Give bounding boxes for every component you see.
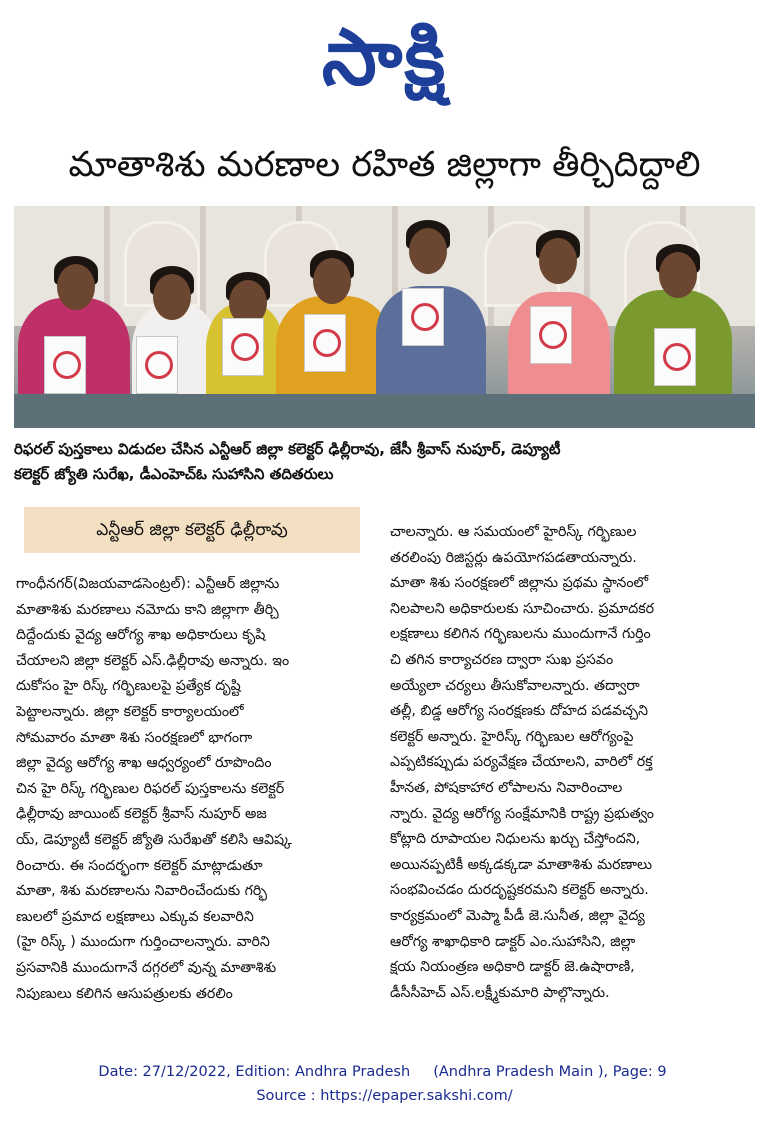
body-line: హీనత, పోషకాహార లోపాలను నివారించాల xyxy=(390,779,623,796)
body-line: మాతాశిశు మరణాలు నమోదు కాని జిల్లాగా తీర్చి xyxy=(16,601,279,618)
body-line: న్నారు. వైద్య ఆరోగ్య సంక్షేమానికి రాష్ట్ర ప్రభుత్వం xyxy=(390,805,654,822)
person-head xyxy=(57,264,95,310)
edition-info: Date: 27/12/2022, Edition: Andhra Pradesh (Andhra Pradesh Main ), Page: 9 xyxy=(98,1064,667,1080)
person-head xyxy=(409,228,447,274)
body-line: మాతా, శిశు మరణాలను నివారించేందుకు గర్భి xyxy=(16,883,267,900)
photo-caption xyxy=(14,437,755,487)
body-line: అయినప్పటికీ అక్కడక్కడా మాతాశిశు మరణాలు xyxy=(390,856,653,873)
body-line: చాలన్నారు. ఆ సమయంలో హైరిస్క్ గర్భిణుల xyxy=(390,524,637,540)
body-line: దిద్దేందుకు వైద్య ఆరోగ్య శాఖ అధికారులు కృషి xyxy=(16,627,266,644)
body-line: తల్లీ, బిడ్డ ఆరోగ్య సంరక్షణకు దోహద పడవచ్చని xyxy=(390,703,648,720)
body-line: జిల్లా వైద్య ఆరోగ్య శాఖ ఆధ్వర్యంలో రూపొందిం xyxy=(16,755,272,772)
body-line: కలెక్టర్ అన్నారు. హైరిస్క్ గర్భిణుల ఆరోగ్యంపై xyxy=(390,728,634,745)
referral-booklet xyxy=(654,328,696,386)
body-line: అయ్యేలా చర్యలు తీసుకోవాలన్నారు. తద్వారా xyxy=(390,677,640,694)
referral-booklet xyxy=(402,288,444,346)
body-line: దుకోసం హై రిస్క్ గర్భిణులపై ప్రత్యేక దృష్టి xyxy=(16,678,241,695)
article-subheading: ఎన్టీఆర్ జిల్లా కలెక్టర్ ఢిల్లీరావు xyxy=(24,507,360,553)
body-line: కార్యక్రమంలో మెప్మా పీడీ జె.సునీత, జిల్లా వైద్య xyxy=(390,907,645,924)
body-line: తరలింపు రిజిస్టర్లు ఉపయోగపడతాయన్నారు. xyxy=(390,549,637,566)
body-line: ప్రసవానికి ముందుగానే దగ్గరలో వున్న మాతాశిశు xyxy=(16,959,277,976)
person-head xyxy=(313,258,351,304)
referral-booklet xyxy=(530,306,572,364)
body-line: ఆరోగ్య శాఖాధికారి డాక్టర్ ఎం.సుహాసిని, జిల్లా xyxy=(390,933,636,950)
body-line: నిపుణులు కలిగిన ఆసుపత్రులకు తరలిం xyxy=(16,985,233,1002)
body-line: సోమవారం మాతా శిశు సంరక్షణలో భాగంగా xyxy=(16,729,253,746)
body-line: సంభవించడం దురదృష్టకరమని కలెక్టర్ అన్నారు. xyxy=(390,882,649,899)
body-line: రించారు. ఈ సందర్భంగా కలెక్టర్ మాట్లాడుతూ xyxy=(16,857,263,874)
photo-table xyxy=(14,394,755,428)
body-line: చిన హై రిస్క్ గర్భిణుల రిఫరల్ పుస్తకాలను కలెక్టర్ xyxy=(16,780,285,797)
referral-booklet xyxy=(44,336,86,394)
article-body-left-column xyxy=(16,572,374,1007)
body-line: గాంధీనగర్(విజయవాడసెంట్రల్): ఎన్టీఆర్ జిల్లాను xyxy=(16,576,280,592)
body-line: ణులలో ప్రమాద లక్షణాలు ఎక్కువ కలవారిని xyxy=(16,908,254,925)
body-line: డీసీసీహెచ్ ఎస్.లక్ష్మీకుమారి పాల్గొన్నారు. xyxy=(390,984,610,1001)
body-line: లక్షణాలు కలిగిన గర్భిణులను ముందుగానే గుర్తిం xyxy=(390,626,651,643)
caption-line: కలెక్టర్ జ్యోతి సురేఖ, డీఎంహెచ్ఓ సుహాసిని తదితరులు xyxy=(14,465,334,483)
caption-line: రిఫరల్ పుస్తకాలు విడుదల చేసిన ఎన్టీఆర్ జిల్లా కలెక్టర్ ఢిల్లీరావు, జేసీ శ్రీవాస్ నుపూర్, డెప్యూటీ xyxy=(14,440,561,458)
article-body-right-column xyxy=(390,520,748,1006)
body-line: ఎప్పటికప్పుడు పర్యవేక్షణ చేయాలని, వారిలో రక్త xyxy=(390,754,653,771)
source-info: Source : https://epaper.sakshi.com/ xyxy=(256,1088,513,1104)
person-head xyxy=(659,252,697,298)
body-line: నిలపాలని అధికారులకు సూచించారు. ప్రమాదకర xyxy=(390,600,655,617)
referral-booklet xyxy=(222,318,264,376)
body-line: మాతా శిశు సంరక్షణలో జిల్లాను ప్రథమ స్థానంలో xyxy=(390,575,649,592)
body-line: క్షయ నియంత్రణ అధికారి డాక్టర్ జె.ఉషారాణి, xyxy=(390,959,635,976)
article-photo xyxy=(14,206,755,428)
referral-booklet xyxy=(136,336,178,394)
body-line: ఢిల్లీరావు జాయింట్ కలెక్టర్ శ్రీవాస్ నుపూర్ అజ xyxy=(16,806,267,823)
person-head xyxy=(539,238,577,284)
body-line: య్, డెప్యూటీ కలెక్టర్ జ్యోతి సురేఖతో కలిసి ఆవిష్క xyxy=(16,831,292,848)
body-line: కోట్లాది రూపాయల నిధులను ఖర్చు చేస్తోందని, xyxy=(390,831,641,848)
person-head xyxy=(153,274,191,320)
referral-booklet xyxy=(304,314,346,372)
newspaper-logo: సాక్షి xyxy=(321,13,448,103)
body-line: చి తగిన కార్యాచరణ ద్వారా సుఖ ప్రసవం xyxy=(390,651,614,668)
article-headline: మాతాశిశు మరణాల రహిత జిల్లాగా తీర్చిదిద్దాలి xyxy=(68,145,701,185)
body-line: (హై రిస్క్ ) ముందుగా గుర్తించాలన్నారు. వారిని xyxy=(16,934,270,951)
body-line: పెట్టాలన్నారు. జిల్లా కలెక్టర్ కార్యాలయంలో xyxy=(16,703,244,720)
body-line: చేయాలని జిల్లా కలెక్టర్ ఎస్.ఢిల్లీరావు అన్నారు. ఇం xyxy=(16,652,290,669)
